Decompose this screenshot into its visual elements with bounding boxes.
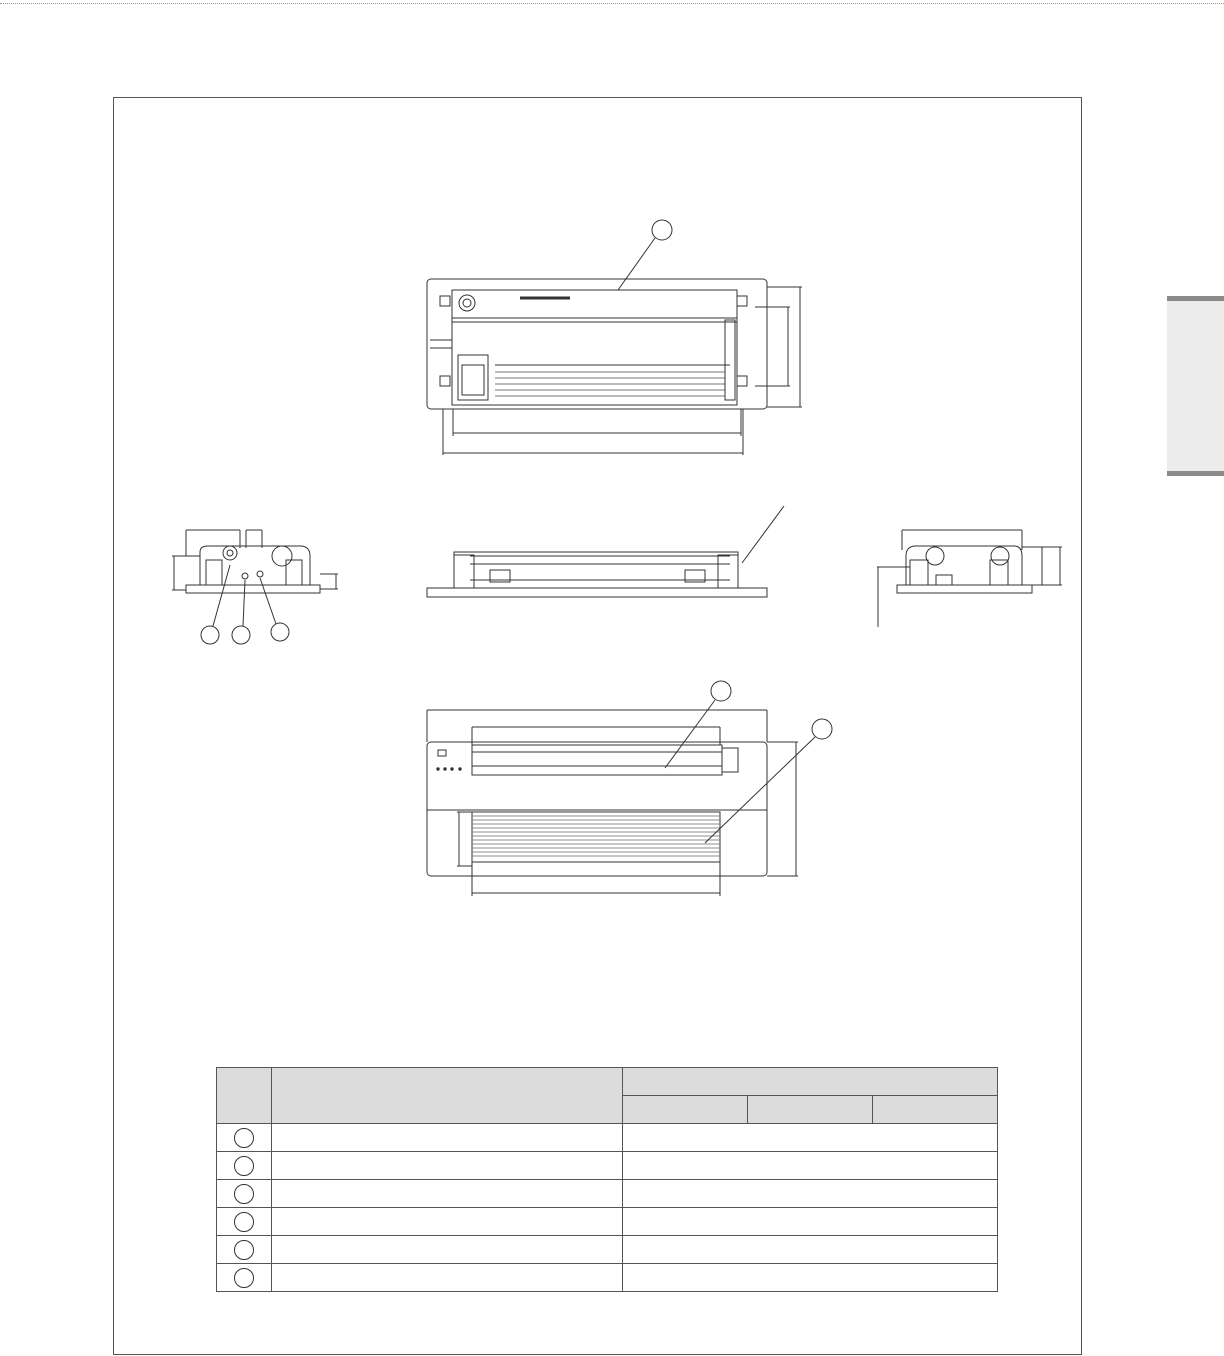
right-side-view-drawing — [877, 530, 1062, 627]
item-marker-cell — [217, 1208, 272, 1236]
item-circle-marker — [234, 1156, 254, 1176]
header-group-cell — [623, 1068, 998, 1096]
item-value-cell — [623, 1152, 998, 1180]
header-sub-cell — [623, 1096, 748, 1124]
table-row — [217, 1236, 998, 1264]
item-circle-marker — [234, 1184, 254, 1204]
table-row — [217, 1124, 998, 1152]
item-circle-marker — [234, 1212, 254, 1232]
item-value-cell — [623, 1208, 998, 1236]
front-view-drawing — [427, 506, 784, 597]
item-value-cell — [623, 1124, 998, 1152]
item-marker-cell — [217, 1152, 272, 1180]
item-value-cell — [623, 1180, 998, 1208]
table-row — [217, 1152, 998, 1180]
item-circle-marker — [234, 1128, 254, 1148]
header-sub-cell — [873, 1096, 998, 1124]
item-marker-cell — [217, 1124, 272, 1152]
spec-table — [216, 1067, 998, 1292]
item-name-cell — [272, 1124, 623, 1152]
item-name-cell — [272, 1236, 623, 1264]
item-name-cell — [272, 1152, 623, 1180]
left-side-view-drawing — [172, 530, 338, 644]
item-marker-cell — [217, 1236, 272, 1264]
item-name-cell — [272, 1264, 623, 1292]
top-view-drawing — [427, 220, 802, 455]
table-row — [217, 1180, 998, 1208]
bottom-view-drawing — [427, 681, 832, 896]
item-circle-marker — [234, 1268, 254, 1288]
header-no-cell — [217, 1068, 272, 1124]
header-sub-cell — [748, 1096, 873, 1124]
item-marker-cell — [217, 1264, 272, 1292]
item-name-cell — [272, 1180, 623, 1208]
item-value-cell — [623, 1264, 998, 1292]
item-name-cell — [272, 1208, 623, 1236]
table-row — [217, 1208, 998, 1236]
header-name-cell — [272, 1068, 623, 1124]
table-row — [217, 1264, 998, 1292]
item-value-cell — [623, 1236, 998, 1264]
item-circle-marker — [234, 1240, 254, 1260]
item-marker-cell — [217, 1180, 272, 1208]
